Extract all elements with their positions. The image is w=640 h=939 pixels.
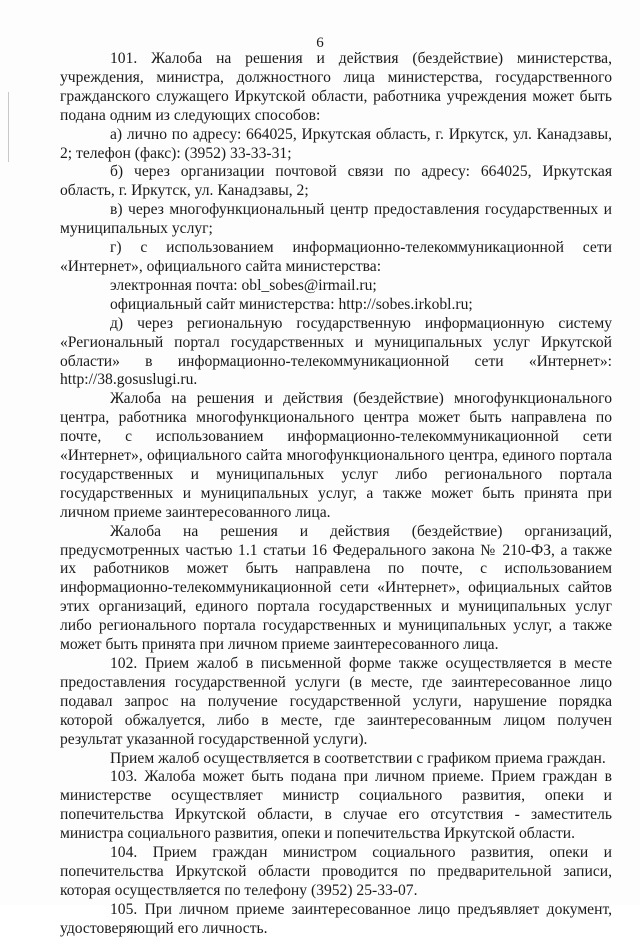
paragraph-101: 101. Жалоба на решения и действия (бездействие) министерства, учреждения, министра, должностного лица министерства, государственного гражданского служащего Иркутской области, работника учреждения может быть подана одним из следующих способов: [60, 50, 612, 124]
document-body [60, 50, 612, 939]
item-b-postal: б) через организации почтовой связи по адресу: 664025, Иркутская область, г. Иркутск, ул. Канадзавы, 2; [60, 163, 612, 200]
paragraph-104: 104. Прием граждан министром социального развития, опеки и попечительства Иркутской области проводится по предварительной записи, которая осуществляется по телефону (3952) 25-33-07. [60, 844, 612, 899]
paragraph-schedule: Прием жалоб осуществляется в соответствии с графиком приема граждан. [110, 749, 606, 767]
page-number: 6 [316, 35, 324, 51]
item-a-in-person: а) лично по адресу: 664025, Иркутская область, г. Иркутск, ул. Канадзавы, 2; телефон (факс): (3952) 33-33-31; [60, 125, 612, 162]
paragraph-103: 103. Жалоба может быть подана при личном приеме. Прием граждан в министерстве осуществляет министр социального развития, опеки и попечительства Иркутской области, в случае его отсутствия - заместитель министра социального развития, опеки и попечительства Иркутской области. [60, 768, 612, 843]
item-d-regional-portal: д) через региональную государственную информационную систему «Региональный портал государственных и муниципальных услуг Иркутской области» в информационно-телекоммуникационной сети «Интернет»: http://38.gosuslugi.ru. [60, 314, 612, 389]
paragraph-organizations-complaint: Жалоба на решения и действия (бездействие) организаций, предусмотренных частью 1.1 статьи 16 Федерального закона № 210-ФЗ, а также их работников может быть направлена по почте, с использованием информационно-телекоммуникационной сети «Интернет», официальных сайтов этих организаций, единого портала государственных и муниципальных услуг либо регионального портала государственных и муниципальных услуг, а также может быть принята при личном приеме заинтересованного лица. [60, 522, 612, 654]
website-line: официальный сайт министерства: http://sobes.irkobl.ru; [110, 295, 473, 313]
paragraph-105: 105. При личном приеме заинтересованное лицо предъявляет документ, удостоверяющий его личность. [60, 900, 612, 937]
paragraph-mfc-complaint: Жалоба на решения и действия (бездействие) многофункционального центра, работника многофункционального центра может быть направлена по почте, с использованием информационно-телекоммуникационной сети «Интернет», официального сайта многофункционального центра, единого портала государственных и муниципальных услуг либо регионального портала государственных и муниципальных услуг, а также может быть принята при личном приеме заинтересованного лица. [60, 390, 612, 521]
paragraph-102: 102. Прием жалоб в письменной форме также осуществляется в месте предоставления государственной услуги (в месте, где заинтересованное лицо подавал запрос на получение государственной услуги, нарушение порядка которой обжалуется, либо в месте, где заинтересованным лицом получен результат указанной государственной услуги). [60, 655, 612, 748]
email-line: электронная почта: obl_sobes@irmail.ru; [110, 276, 377, 294]
scan-margin-mark [8, 92, 9, 162]
item-v-mfc: в) через многофункциональный центр предоставления государственных и муниципальных услуг; [60, 201, 612, 238]
item-g-internet: г) с использованием информационно-телекоммуникационной сети «Интернет», официального сайта министерства: [60, 239, 612, 275]
